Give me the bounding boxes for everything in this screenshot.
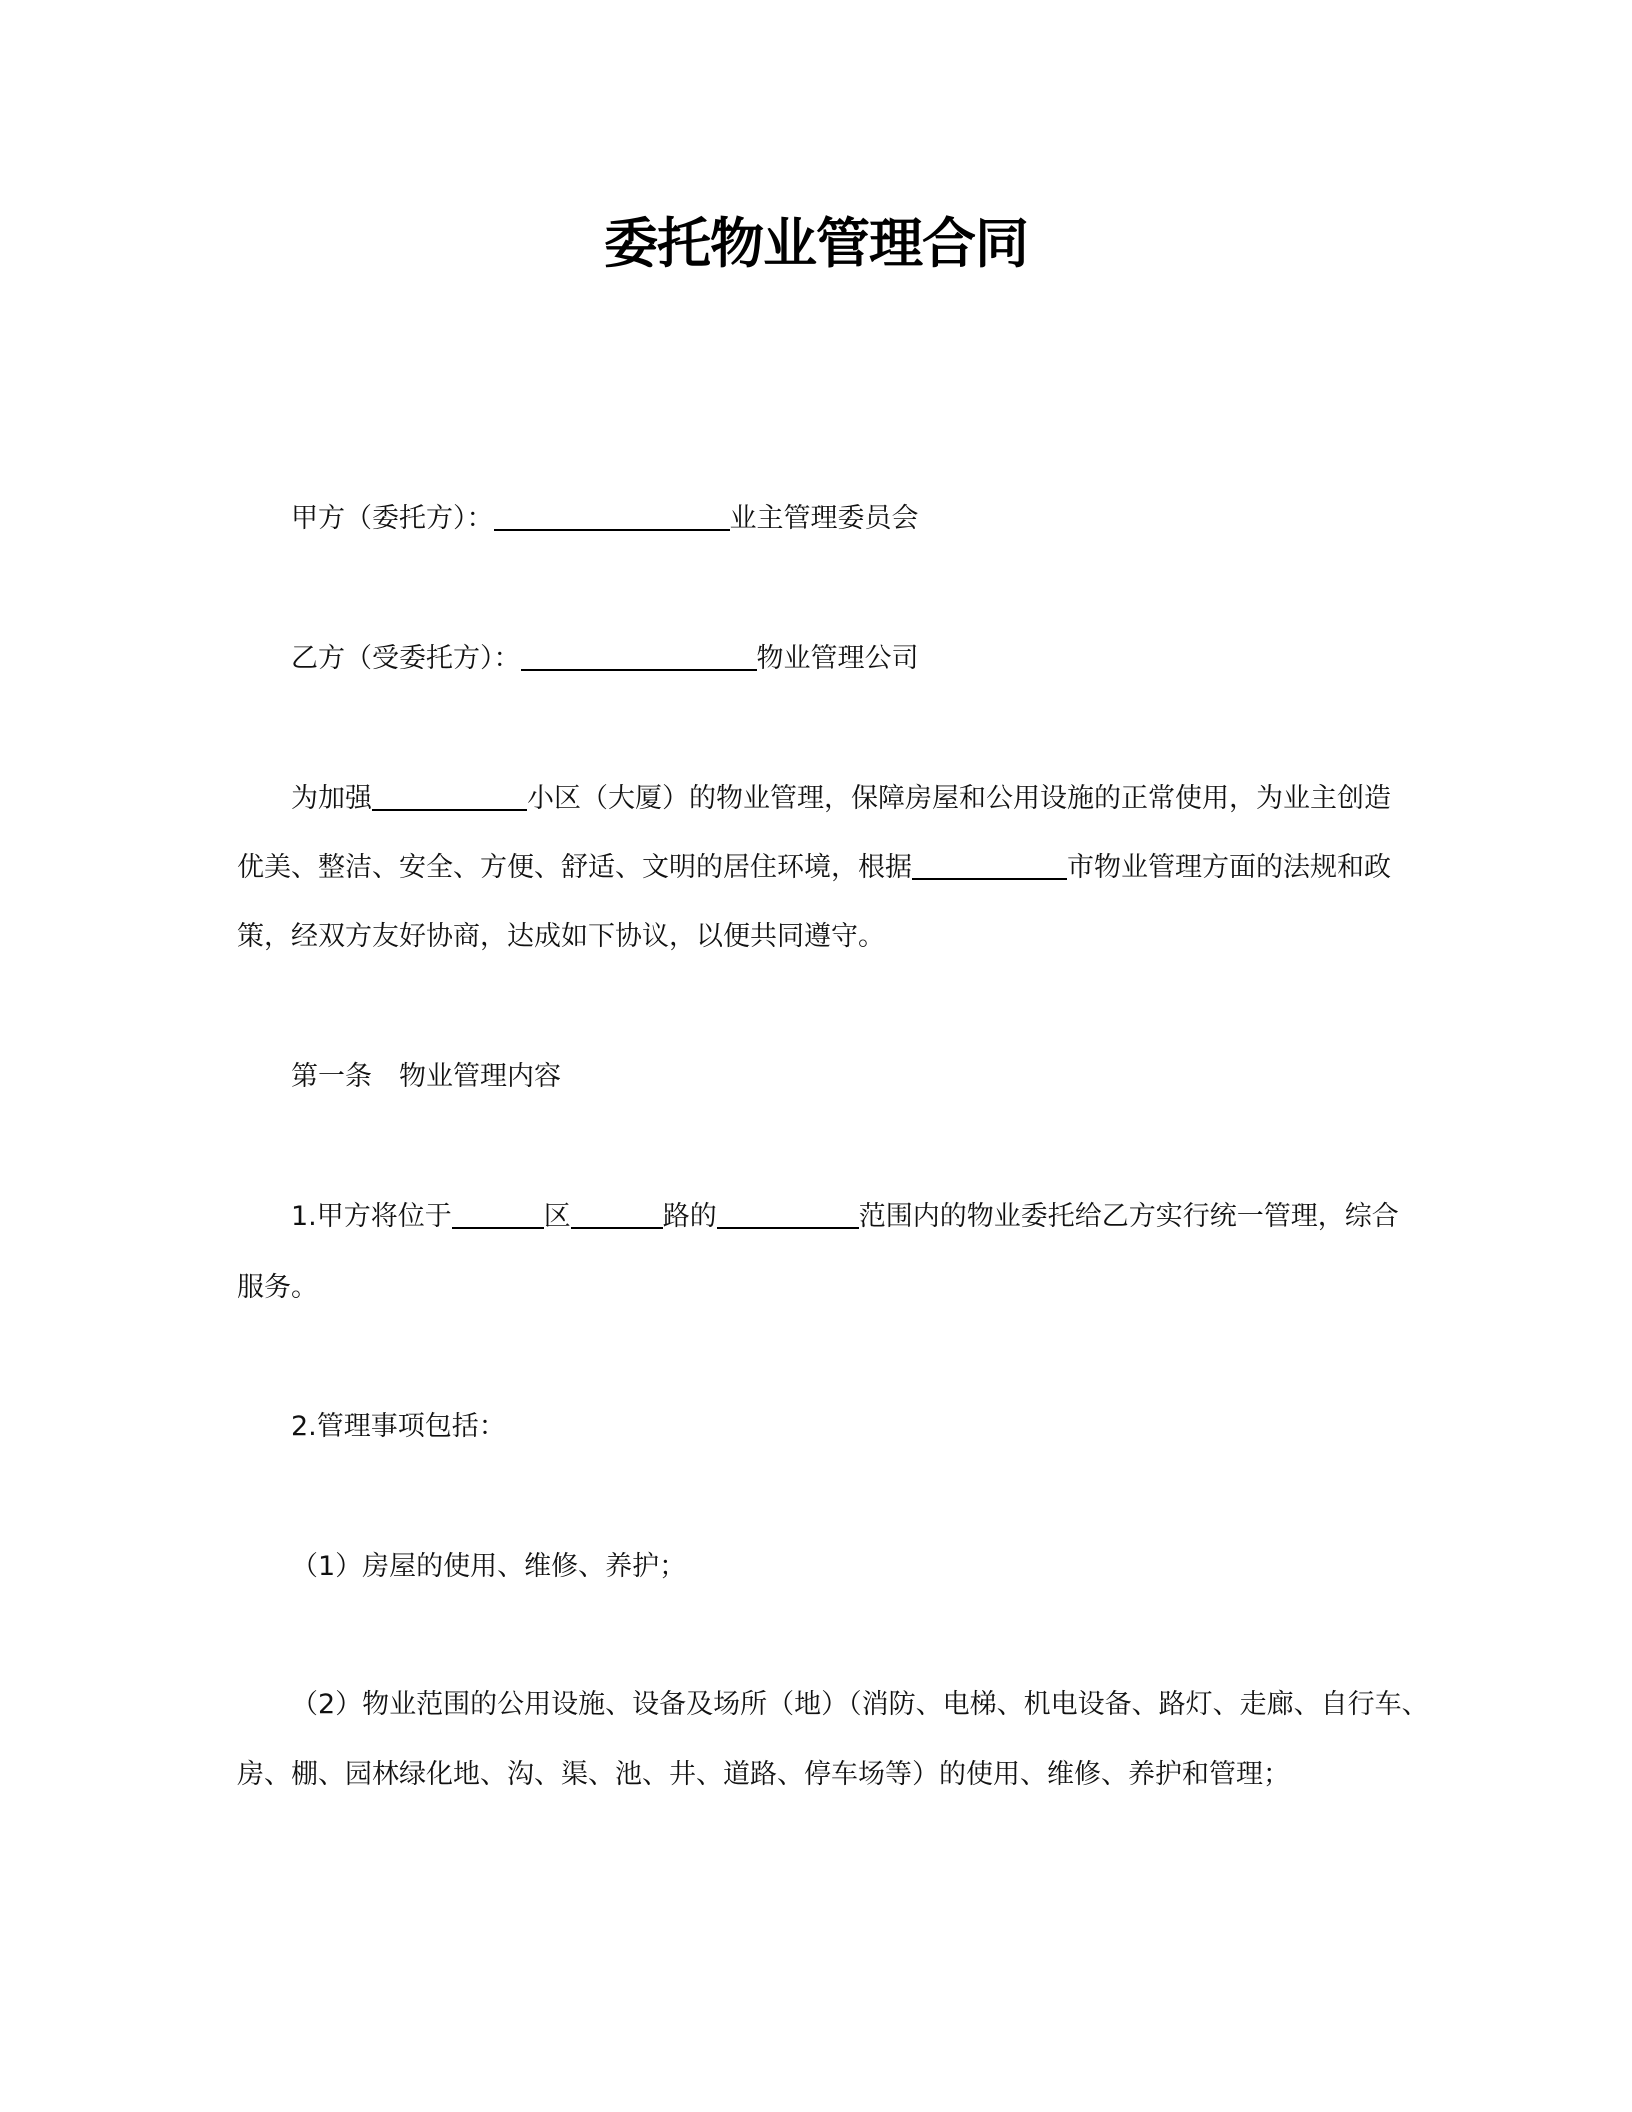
party-b-suffix: 物业管理公司 <box>756 643 919 674</box>
district-blank[interactable] <box>452 1201 544 1229</box>
party-a-suffix: 业主管理委员会 <box>729 503 919 534</box>
preamble-text-2b: 市物业管理方面的法规和政 <box>1067 852 1391 883</box>
party-a-line <box>291 501 919 537</box>
party-b-line <box>291 641 919 677</box>
article-1-item-1-continuation: 服务。 <box>237 1272 318 1303</box>
article-1-sub-item-2-line-2: 房、棚、园林绿化地、沟、渠、池、井、道路、停车场等）的使用、维修、养护和管理； <box>237 1759 1290 1790</box>
article-1-heading: 第一条 物业管理内容 <box>291 1061 561 1092</box>
preamble-line-3: 策，经双方友好协商，达成如下协议，以便共同遵守。 <box>237 921 885 952</box>
article-1-sub-item-1: （1）房屋的使用、维修、养护； <box>291 1551 687 1582</box>
item-1-text-d: 范围内的物业委托给乙方实行统一管理，综合 <box>858 1201 1399 1232</box>
preamble-line-2 <box>237 850 1391 886</box>
party-b-blank[interactable] <box>521 643 757 671</box>
party-a-label: 甲方（委托方）： <box>291 503 494 534</box>
article-1-item-2: 2.管理事项包括： <box>291 1411 506 1442</box>
city-name-blank[interactable] <box>912 852 1067 880</box>
party-a-blank[interactable] <box>494 503 730 531</box>
item-1-text-b: 区 <box>543 1201 571 1232</box>
preamble-text-1b: 小区（大厦）的物业管理，保障房屋和公用设施的正常使用，为业主创造 <box>527 783 1391 814</box>
preamble-line-1 <box>291 781 1391 817</box>
item-1-text-c: 路的 <box>662 1201 717 1232</box>
community-name-blank[interactable] <box>372 783 527 811</box>
preamble-text-2a: 优美、整洁、安全、方便、舒适、文明的居住环境，根据 <box>237 852 912 883</box>
item-1-text-a: 1.甲方将位于 <box>291 1201 452 1232</box>
road-blank[interactable] <box>571 1201 663 1229</box>
preamble-text-1a: 为加强 <box>291 783 372 814</box>
document-title: 委托物业管理合同 <box>604 212 1028 275</box>
scope-blank[interactable] <box>717 1201 859 1229</box>
article-1-sub-item-2-line-1: （2）物业范围的公用设施、设备及场所（地）（消防、电梯、机电设备、路灯、走廊、自行车、 <box>291 1689 1429 1720</box>
party-b-label: 乙方（受委托方）： <box>291 643 521 674</box>
article-1-item-1 <box>291 1199 1399 1235</box>
